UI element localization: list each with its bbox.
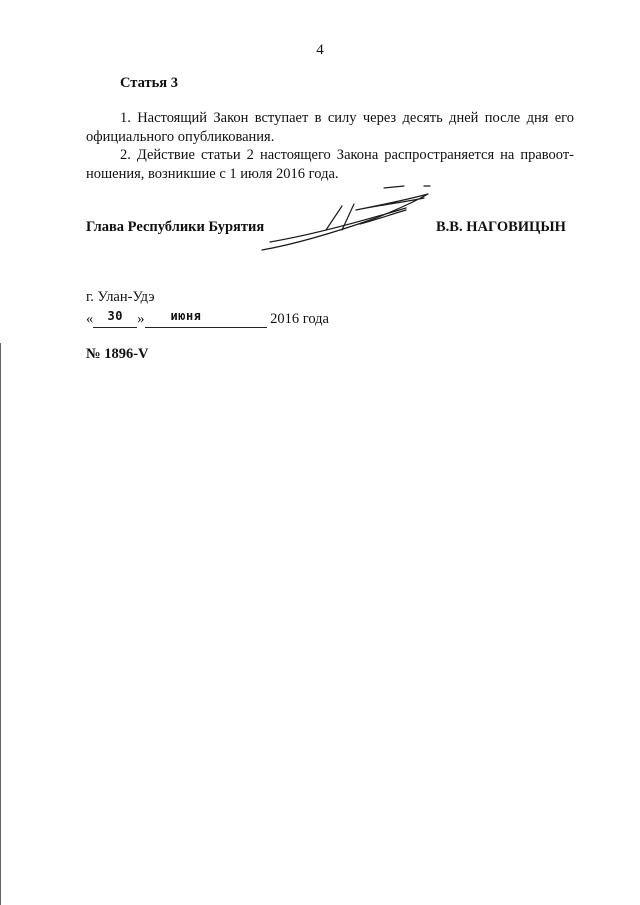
date-close-quote: » [137,311,145,327]
article-paragraph-1 [86,109,574,147]
page-number: 4 [316,42,324,58]
scan-margin-line [0,343,1,905]
date-day: 30 [107,309,123,323]
article-paragraph-2-text: 2. Действие статьи 2 настоящего Закона распространяется на правоот-ношения, возникшие с 1 июля 2016 года. [86,147,574,182]
signing-date [86,311,329,328]
date-open-quote: « [86,311,94,327]
article-paragraph-2 [86,146,574,184]
date-day-field [93,311,137,328]
handwritten-signature [256,180,436,256]
signatory-title: Глава Республики Бурятия [86,219,265,235]
date-month: июня [170,309,202,323]
article-paragraph-1-text: 1. Настоящий Закон вступает в силу через десять дней после дня его официального опубликования. [86,110,574,145]
signatory-name: В.В. НАГОВИЦЫН [436,219,566,235]
date-year: 2016 года [270,311,329,327]
date-month-field [145,311,267,328]
article-title: Статья 3 [120,75,178,91]
city: г. Улан-Удэ [86,289,155,305]
document-number: № 1896-V [86,346,149,362]
